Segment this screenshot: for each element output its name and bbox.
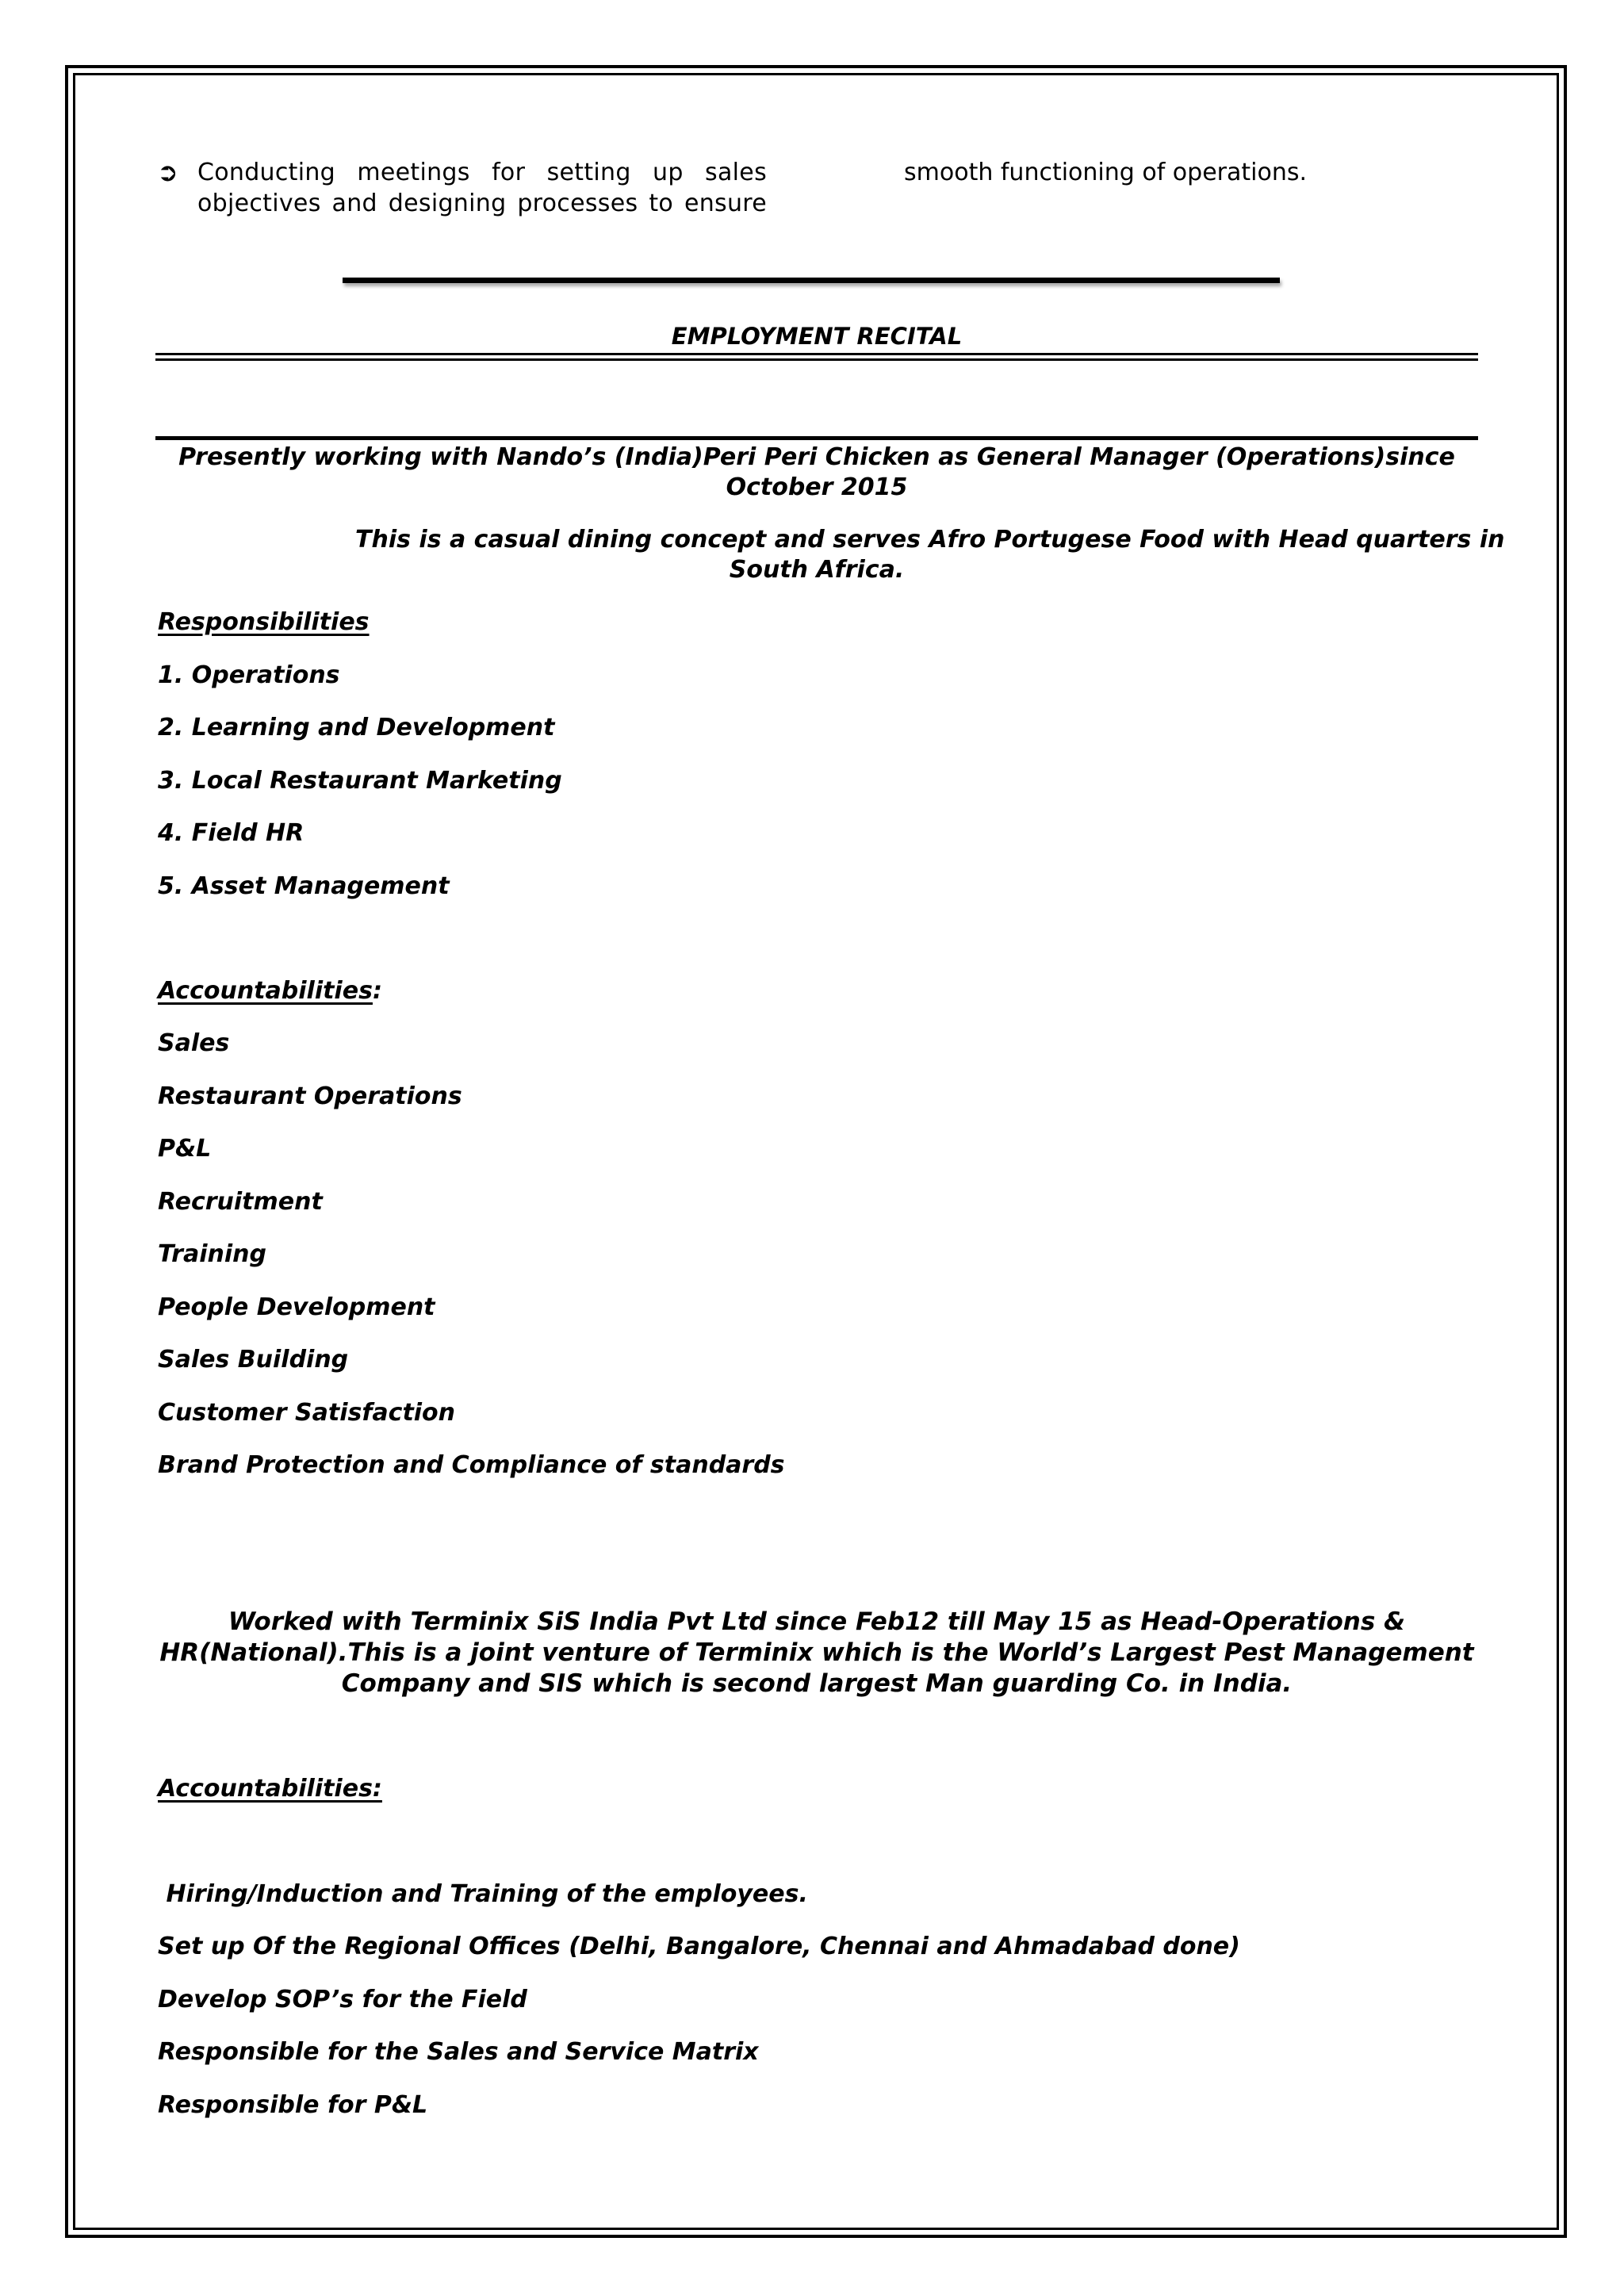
job1-desc-line-2: South Africa.	[729, 556, 905, 584]
accountability-item: Sales	[158, 1029, 230, 1057]
accountability-item: Recruitment	[158, 1188, 323, 1216]
heading-rule-top	[155, 353, 1478, 355]
job1-accountabilities-title	[158, 976, 382, 1006]
heavy-divider	[343, 278, 1280, 283]
accountabilities-colon: :	[372, 977, 382, 1005]
responsibility-item: 2. Learning and Development	[158, 714, 555, 741]
job2-heading-line-1: Worked with Terminix SiS India Pvt Ltd since Feb12 till May 15 as Head-Operations &	[228, 1607, 1406, 1636]
job2-accountability-item: Responsible for P&L	[158, 2091, 428, 2119]
responsibility-item: 4. Field HR	[158, 819, 304, 847]
bullet-arrow-icon: ➲	[157, 157, 178, 187]
responsibility-item: 3. Local Restaurant Marketing	[158, 767, 562, 795]
job1-heading-line-2: October 2015	[726, 473, 908, 501]
heading-rule-bottom	[155, 358, 1478, 361]
job2-accountability-item: Hiring/Induction and Training of the employees.	[158, 1880, 808, 1908]
intro-continuation: smooth functioning of operations.	[904, 159, 1308, 186]
job2-accountabilities-title: Accountabilities:	[158, 1775, 382, 1803]
job2-accountability-item: Responsible for the Sales and Service Matrix	[158, 2038, 759, 2066]
accountability-item: P&L	[158, 1135, 212, 1163]
accountabilities-title-text: Accountabilities	[158, 977, 373, 1005]
section-rule	[155, 436, 1478, 440]
intro-line-1: Conducting meetings for setting up sales	[197, 159, 767, 186]
job2-accountability-item: Set up Of the Regional Offices (Delhi, Bangalore, Chennai and Ahmadabad done)	[158, 1933, 1240, 1960]
responsibility-item: 5. Asset Management	[158, 872, 450, 900]
accountability-item: Brand Protection and Compliance of standards	[158, 1451, 785, 1479]
job2-heading-line-3: Company and SIS which is second largest Man guarding Co. in India.	[341, 1669, 1293, 1698]
responsibilities-title: Responsibilities	[158, 608, 370, 636]
accountability-item: Training	[158, 1240, 266, 1268]
job1-heading-line-1: Presently working with Nando’s (India)Peri Peri Chicken as General Manager (Operations)since	[178, 443, 1455, 471]
job2-heading-line-2: HR(National).This is a joint venture of Terminix which is the World’s Largest Pest Management	[159, 1638, 1474, 1667]
job2-accountability-item: Develop SOP’s for the Field	[158, 1986, 527, 2013]
accountability-item: Customer Satisfaction	[158, 1399, 456, 1427]
accountability-item: Sales Building	[158, 1346, 349, 1374]
accountability-item: People Development	[158, 1293, 435, 1321]
responsibility-item: 1. Operations	[158, 661, 340, 689]
job1-desc-line-1: This is a casual dining concept and serves Afro Portugese Food with Head quarters in	[355, 526, 1505, 554]
section-heading: EMPLOYMENT RECITAL	[671, 323, 963, 350]
intro-bullet-text	[197, 157, 767, 219]
accountability-item: Restaurant Operations	[158, 1082, 462, 1110]
intro-line-2: objectives and designing processes to ensure	[197, 190, 767, 217]
